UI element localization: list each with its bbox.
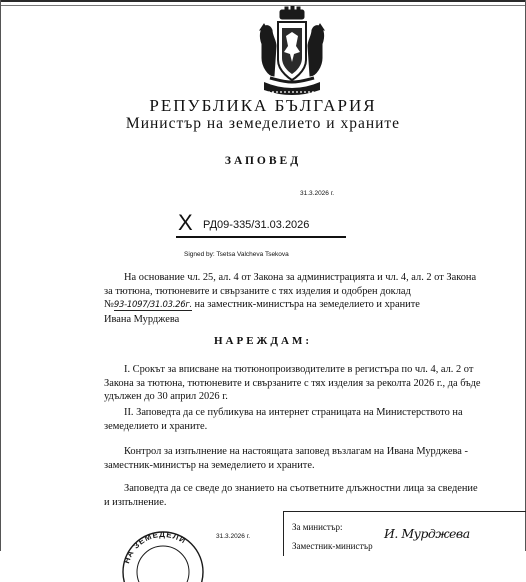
notice-line-1: Заповедта да се сведе до знанието на съответните длъжностни лица за сведение — [124, 483, 478, 494]
coat-of-arms-emblem — [250, 6, 334, 102]
intro-line-2: за тютюна, тютюневите и свързаните с тях изделия и одобрен доклад — [104, 285, 411, 297]
stamp-text: НА ЗЕМЕДЕЛИ — [122, 529, 188, 565]
signed-by-caption: Signed by: Tsetsa Valcheva Tsekova — [184, 251, 289, 258]
item-2-line-1: II. Заповедта да се публикува на интернет страницата на Министерството на — [124, 407, 463, 418]
document-type-heading: ЗАПОВЕД — [224, 155, 302, 167]
intro-line-3 — [104, 298, 454, 313]
item-1-line-1: I. Срокът за вписване на тютюнопроизводителите в регистъра по чл. 4, ал. 2 от — [124, 364, 474, 375]
handwritten-report-number: 93-1097/31.03.26г. — [113, 300, 192, 310]
item-2-paragraph — [104, 406, 463, 433]
notice-line-2: и изпълнение. — [104, 496, 167, 508]
signature-mark: X — [178, 210, 193, 235]
item-1-line-2: Закона за тютюна, тютюневите и свързаните с тях изделия за реколта 2026 г., да бъде — [104, 377, 481, 389]
intro-line-3-tail: на заместник-министъра на земеделието и храните — [191, 299, 420, 310]
handwritten-signature: И. Мурджева — [384, 526, 470, 541]
control-paragraph — [104, 445, 468, 472]
page-left-border — [0, 0, 1, 551]
ministry-title: Министър на земеделието и храните — [125, 115, 401, 132]
signature-line — [176, 236, 346, 238]
registration-number: РД09-335/31.03.2026 — [203, 219, 310, 231]
republic-title: РЕПУБЛИКА БЪЛГАРИЯ — [149, 96, 377, 115]
item-2-line-2: земеделието и храните. — [104, 420, 208, 432]
ministry-seal-stamp — [118, 522, 208, 582]
intro-paragraph — [104, 271, 477, 326]
intro-line-4: Ивана Мурджева — [104, 313, 180, 325]
item-1-paragraph — [104, 363, 481, 404]
approval-label-minister: За министър: — [292, 522, 343, 532]
approval-label-deputy: Заместник-министър — [292, 541, 373, 551]
number-sign: № — [104, 299, 114, 310]
signature-date: 31.3.2026 г. — [300, 190, 335, 197]
intro-line-1: На основание чл. 25, ал. 4 от Закона за администрацията и чл. 4, ал. 2 от Закона — [124, 272, 477, 283]
decree-heading: НАРЕЖДАМ: — [214, 335, 312, 347]
item-1-line-3: удължен до 30 април 2026 г. — [104, 391, 228, 402]
stamp-date: 31.3.2026 г. — [216, 533, 251, 540]
notice-paragraph — [104, 482, 478, 509]
control-line-2: заместник-министър на земеделието и храните. — [104, 459, 315, 471]
control-line-1: Контрол за изпълнение на настоящата заповед възлагам на Ивана Мурджева - — [124, 446, 468, 457]
